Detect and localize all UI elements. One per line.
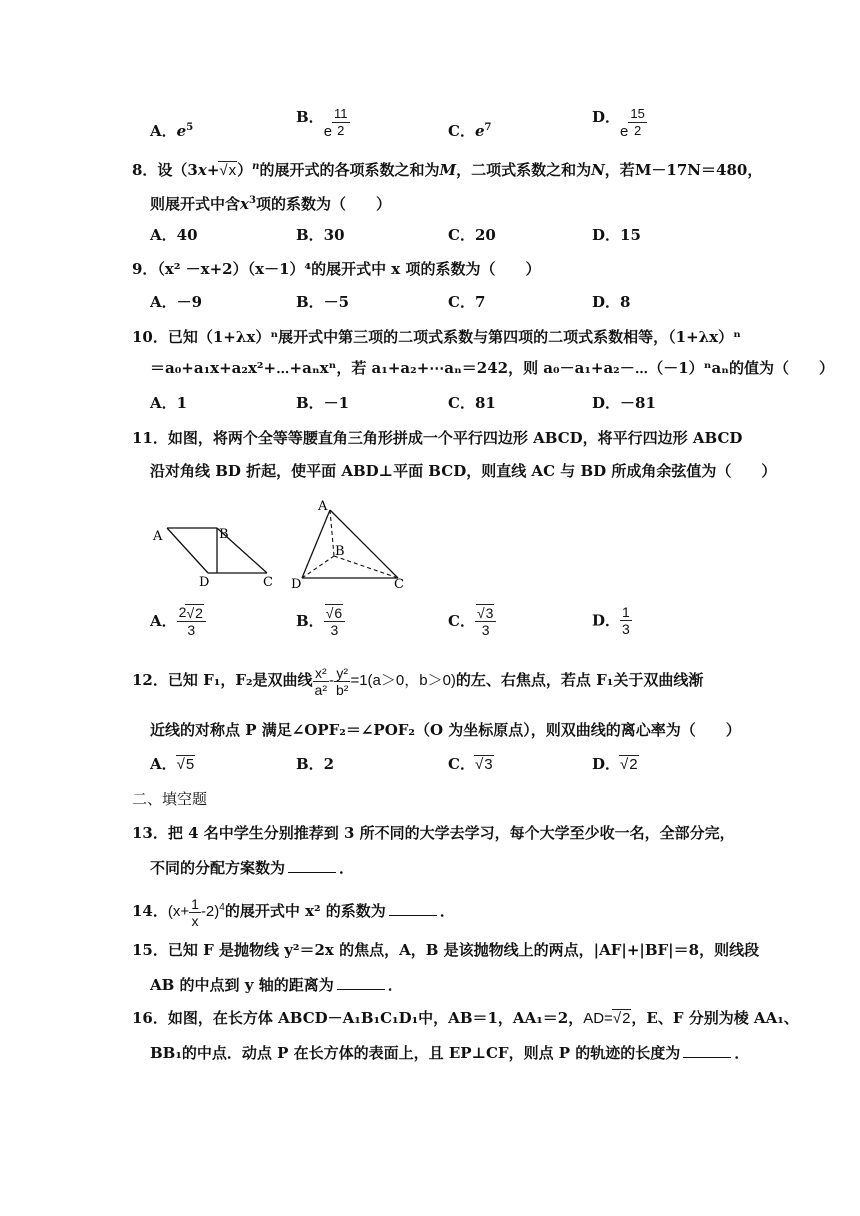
q12-option-c: C．√3 [448, 755, 493, 773]
q15-answer-blank[interactable] [337, 974, 385, 990]
q11-stem-line1: 11．如图，将两个全等等腰直角三角形拼成一个平行四边形 ABCD，将平行四边形 ABCD [132, 429, 743, 447]
fig1-label-d: D [199, 575, 210, 588]
q12-option-a: A．√5 [150, 755, 195, 773]
q14-answer-blank[interactable] [389, 900, 437, 916]
q7-option-b: B．e $\frac{11}{2}$ [296, 106, 348, 140]
fig2-label-b: B [335, 544, 345, 559]
q10-option-d: D．－81 [592, 394, 656, 412]
parallelogram-figure [145, 520, 280, 588]
q10-stem-line1: 10．已知（1+λx）ⁿ展开式中第三项的二项式系数与第四项的二项式系数相等，（1+λx）ⁿ [132, 328, 741, 346]
q10-stem-line2: ＝a₀+a₁x+a₂x²+⋯+aₙxⁿ，若 a₁+a₂+⋯aₙ＝242，则 a₀－a₁+a₂－⋯（－1）ⁿaₙ的值为（ ） [150, 359, 834, 377]
fig2-label-d: D [291, 577, 302, 590]
q10-option-c: C．81 [448, 394, 496, 412]
q7-option-c: C．$e^7$ [448, 122, 492, 140]
fig2-label-c: C [394, 577, 404, 590]
q11-option-a: A． $\frac{2√2}{3}$ [150, 604, 206, 638]
q16-stem-line2: BB₁的中点．动点 P 在长方体的表面上，且 EP⊥CF，则点 P 的轨迹的长度为 ． [150, 1044, 750, 1062]
q8-option-c: C．20 [448, 226, 496, 244]
q13-stem-line2: 不同的分配方案数为 ． [150, 859, 355, 877]
q7-option-a: A．$e^5$ [150, 122, 194, 140]
q10-option-b: B．－1 [296, 394, 350, 412]
q15-stem-line1: 15．已知 F 是抛物线 y²＝2x 的焦点，A，B 是该抛物线上的两点，|AF|+|BF|＝8，则线段 [132, 941, 760, 959]
q8-option-b: B．30 [296, 226, 345, 244]
fig2-label-a: A [318, 499, 328, 514]
fig1-label-a: A [153, 529, 163, 544]
q9-option-b: B．－5 [296, 293, 350, 311]
q15-stem-line2: AB 的中点到 y 轴的距离为 ． [150, 976, 403, 994]
fig1-label-b: B [219, 527, 229, 542]
q11-option-c: C． $\frac{√3}{3}$ [448, 604, 496, 638]
q8-stem-line2: 则展开式中含$x^3$项的系数为（ ） [150, 195, 391, 213]
q8-option-d: D．15 [592, 226, 641, 244]
q7-option-d: D．e $\frac{15}{2}$ [592, 106, 645, 140]
q12-stem-line1: 12．已知 F₁，F₂是双曲线 $\frac{\text{x²}}{\text{a²}}$ - $\frac{\text{y²}}{\text{b²}}$ =1(a＞0，b＞0)的左、右焦点，若点 F₁关于双曲线渐 [132, 664, 704, 698]
fig1-label-c: C [263, 575, 273, 588]
sqrt-symbol: √ [219, 162, 228, 179]
q10-option-a: A．1 [150, 394, 188, 412]
section-heading-fill-in: 二、填空题 [132, 790, 208, 808]
q14-stem: 14．(x+ $\frac{1}{x}$ -2)$^4$的展开式中 x² 的系数为 ． [132, 895, 455, 929]
q11-stem-line2: 沿对角线 BD 折起，使平面 ABD⊥平面 BCD，则直线 AC 与 BD 所成角余弦值为（ ） [150, 462, 777, 480]
q9-option-a: A．－9 [150, 293, 203, 311]
q12-stem-line2: 近线的对称点 P 满足∠OPF₂＝∠POF₂（O 为坐标原点），则双曲线的离心率为（ ） [150, 721, 741, 739]
q16-stem-line1: 16．如图，在长方体 ABCD－A₁B₁C₁D₁中，AB＝1，AA₁＝2，AD=√2，E、F 分别为棱 AA₁、 [132, 1009, 799, 1027]
q12-option-d: D．√2 [592, 755, 638, 773]
q13-stem-line1: 13．把 4 名中学生分别推荐到 3 所不同的大学去学习，每个大学至少收一名，全部分完， [132, 824, 735, 842]
q12-option-b: B．2 [296, 755, 335, 773]
q13-answer-blank[interactable] [288, 857, 336, 873]
q11-option-b: B． $\frac{√6}{3}$ [296, 604, 345, 638]
q16-answer-blank[interactable] [683, 1042, 731, 1058]
q9-stem: 9．（x² －x+2）（x－1）⁴的展开式中 x 项的系数为（ ） [132, 260, 541, 278]
q11-option-d: D． $\frac{1}{3}$ [592, 604, 630, 637]
q9-option-d: D．8 [592, 293, 631, 311]
q9-option-c: C．7 [448, 293, 486, 311]
q8-option-a: A．40 [150, 226, 198, 244]
q8-stem-line1: 8．设$(3x+√x)^n$的展开式的各项系数之和为M，二项式系数之和为N，若M－17N＝480， [132, 161, 763, 179]
folded-tetrahedron-figure [288, 498, 413, 590]
